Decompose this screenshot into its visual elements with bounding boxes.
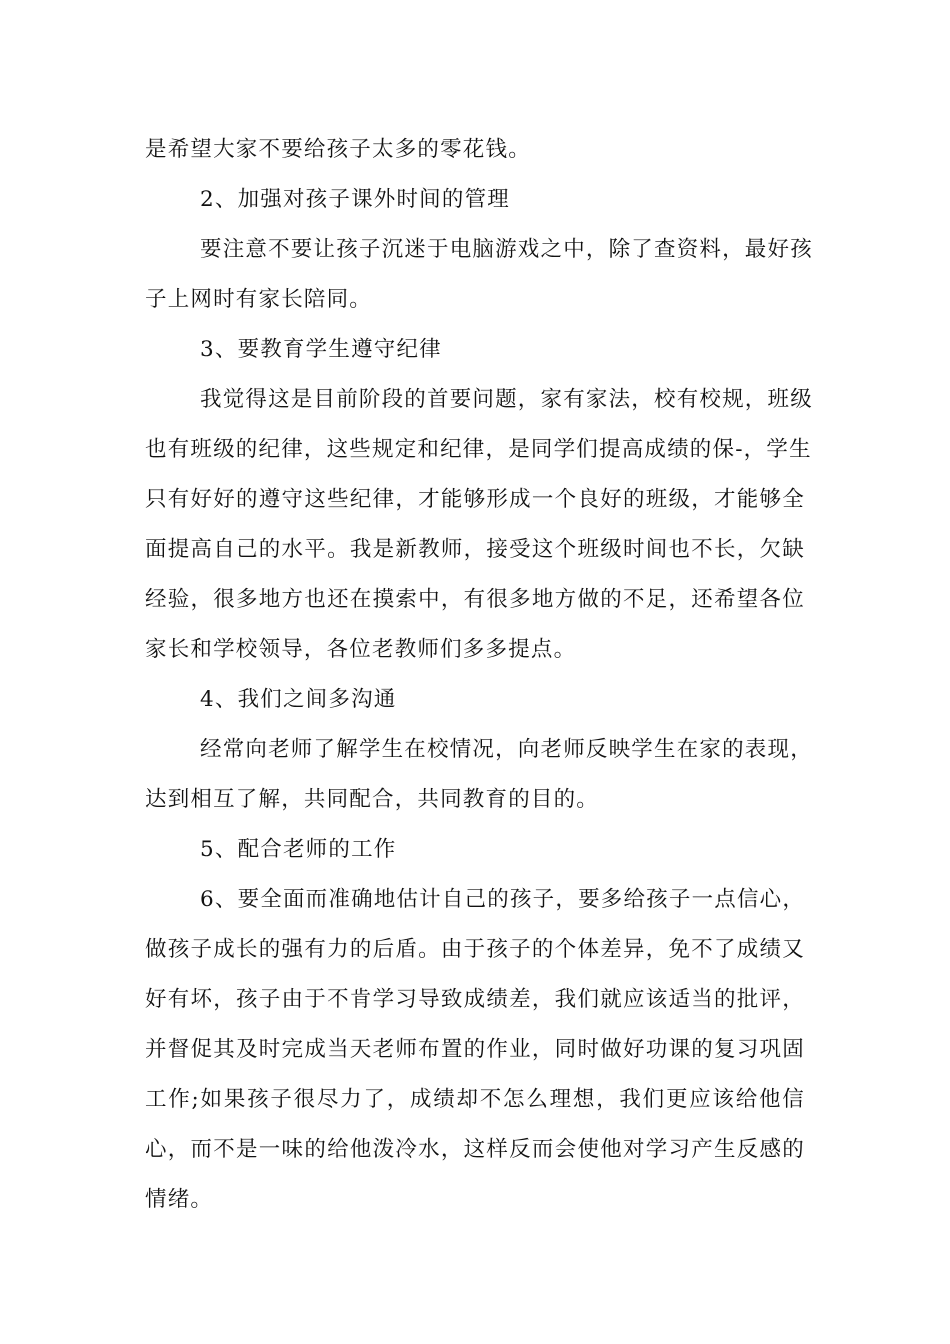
text-line: 6、要全面而准确地估计自己的孩子，要多给孩子一点信心，	[200, 887, 806, 912]
text-line: 要注意不要让孩子沉迷于电脑游戏之中，除了查资料，最好孩	[200, 237, 813, 262]
section-heading: 5、配合老师的工作	[200, 837, 397, 862]
text-line: 并督促其及时完成当天老师布置的作业，同时做好功课的复习巩固	[145, 1037, 805, 1062]
section-heading: 4、我们之间多沟通	[200, 687, 397, 712]
section-heading: 2、加强对孩子课外时间的管理	[200, 187, 510, 212]
text-line: 情绪。	[145, 1187, 214, 1212]
text-line: 家长和学校领导，各位老教师们多多提点。	[145, 637, 577, 662]
text-line: 面提高自己的水平。我是新教师，接受这个班级时间也不长，欠缺	[145, 537, 805, 562]
text-line: 达到相互了解，共同配合，共同教育的目的。	[145, 787, 600, 812]
text-line: 工作;如果孩子很尽力了，成绩却不怎么理想，我们更应该给他信	[145, 1087, 805, 1112]
text-line: 是希望大家不要给孩子太多的零花钱。	[145, 137, 531, 162]
text-line: 经验，很多地方也还在摸索中，有很多地方做的不足，还希望各位	[145, 587, 805, 612]
text-line: 我觉得这是目前阶段的首要问题，家有家法，校有校规，班级	[200, 387, 813, 412]
section-heading: 3、要教育学生遵守纪律	[200, 337, 442, 362]
text-line: 经常向老师了解学生在校情况，向老师反映学生在家的表现，	[200, 737, 813, 762]
text-line: 好有坏，孩子由于不肯学习导致成绩差，我们就应该适当的批评，	[145, 987, 805, 1012]
text-line: 心，而不是一味的给他泼冷水，这样反而会使他对学习产生反感的	[145, 1137, 805, 1162]
text-line: 子上网时有家长陪同。	[145, 287, 373, 312]
text-line: 只有好好的遵守这些纪律，才能够形成一个良好的班级，才能够全	[145, 487, 805, 512]
text-line: 也有班级的纪律，这些规定和纪律，是同学们提高成绩的保-，学生	[145, 437, 812, 462]
text-line: 做孩子成长的强有力的后盾。由于孩子的个体差异，免不了成绩又	[145, 937, 805, 962]
